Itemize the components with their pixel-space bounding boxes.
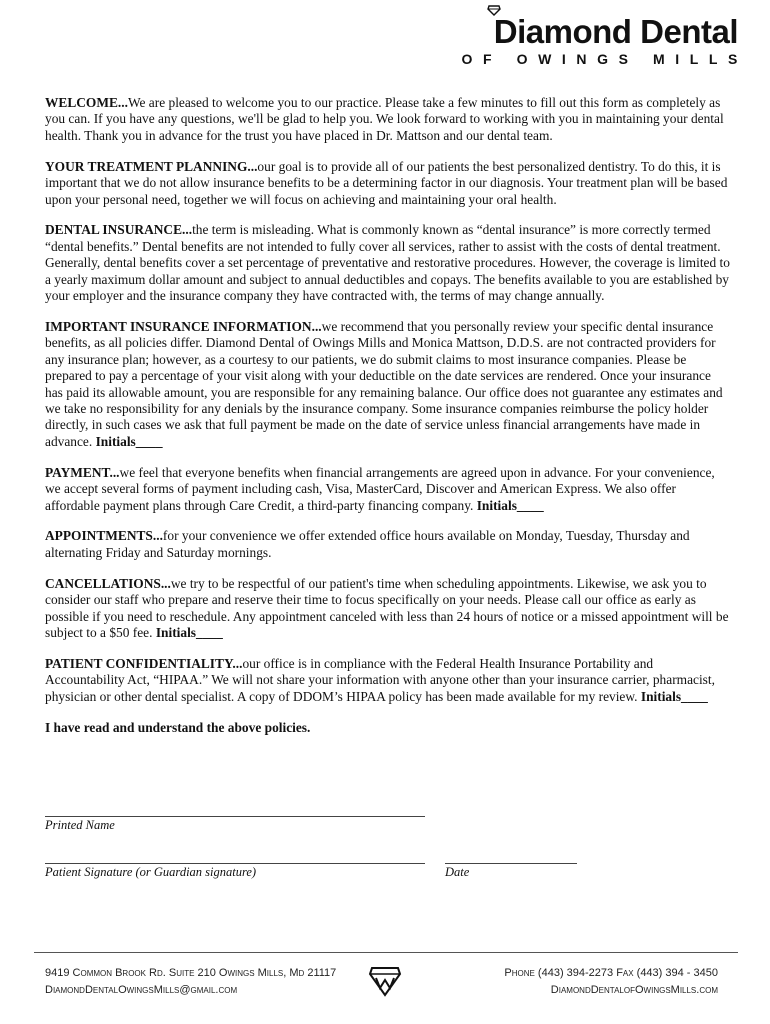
printed-name-line[interactable] <box>45 816 425 817</box>
date-label: Date <box>445 865 470 879</box>
logo-location: OF OWINGS MILLS <box>461 51 748 67</box>
paragraph-text: the term is misleading. What is commonly known as “dental insurance” is more correctly termed “dental benefits.” Dental benefits are not intended to fully cover all services, rather to assist with the costs of dental treatment. Generally, dental benefits cover a set percentage of preventative and restorative procedures. However, the coverage is limited to a yearly maximum dollar amount and subject to annual deductibles and copays. The benefits available to you are established by your employer and the insurance company they have contracted with, the terms of may change annually. <box>45 222 730 304</box>
paragraph-heading: IMPORTANT INSURANCE INFORMATION... <box>45 318 322 334</box>
policy-content <box>45 95 730 751</box>
paragraph-text: our office is in compliance with the Federal Health Insurance Portability and Accountability Act, “HIPAA.” We will not share your information with anyone other than your insurance carrier, pharmacist, physician or other dental specialist. A copy of DDOM’s HIPAA policy has been made available for my review. <box>45 655 715 704</box>
paragraph-heading: DENTAL INSURANCE... <box>45 222 193 238</box>
paragraph-text: We are pleased to welcome you to our practice. Please take a few minutes to fill out this form as completely as you can. If you have any questions, we'll be glad to help you. We look forward to working with you in maintaining your dental health. Thank you in advance for the trust you have placed in Dr. Mattson and our dental team. <box>45 95 724 143</box>
initials-field[interactable]: Initials____ <box>155 624 223 640</box>
signature-line[interactable] <box>45 863 425 864</box>
paragraph-heading: APPOINTMENTS... <box>45 528 163 544</box>
practice-logo <box>461 13 748 67</box>
policy-paragraph-dental-insurance <box>45 222 730 304</box>
paragraph-text: our goal is to provide all of our patients the best personalized dentistry. To do this, it is important that we do not allow insurance benefits to be a determining factor in our diagnosis. Your treatment plan will be based upon your personal need, together we will focus on achieving and maintaining your oral health. <box>45 158 728 207</box>
paragraph-heading: PAYMENT... <box>45 464 120 480</box>
paragraph-heading: PATIENT CONFIDENTIALITY... <box>45 655 243 671</box>
paragraph-text: we try to be respectful of our patient's time when scheduling appointments. Likewise, we ask you to consider our staff who prepare and reserve their time to focus specifically on your needs. Please call our office as early as possible if you need to reschedule. Any appointment canceled with less than 24 hours of notice or a missed appointment will be subject to a $50 fee. <box>45 575 729 640</box>
policy-paragraph-payment <box>45 465 730 514</box>
footer-address: 9419 Common Brook Rd. Suite 210 Owings Mills, Md 21117 <box>45 967 337 979</box>
footer-email: DiamondDentalOwingsMills@gmail.com <box>45 984 238 996</box>
policy-paragraph-treatment <box>45 159 730 208</box>
footer-divider <box>34 952 738 953</box>
logo-name: Diamond Dental <box>493 13 738 50</box>
paragraph-text: for your convenience we offer extended office hours available on Monday, Tuesday, Thursday and alternating Friday and Saturday mornings. <box>45 528 690 560</box>
tooth-diamond-icon <box>487 4 501 16</box>
initials-field[interactable]: Initials____ <box>640 688 708 704</box>
tooth-logo-icon <box>368 962 402 998</box>
footer-phone-fax: Phone (443) 394-2273 Fax (443) 394 - 3450 <box>504 967 718 979</box>
policy-paragraph-cancellations <box>45 576 730 642</box>
printed-name-label: Printed Name <box>45 818 115 832</box>
policy-paragraph-confidentiality <box>45 656 730 705</box>
paragraph-text: we recommend that you personally review your specific dental insurance benefits, as all policies differ. Diamond Dental of Owings Mills and Monica Mattson, D.D.S. are not contracted providers for any insurance plan; however, as a courtesy to our patients, we do submit claims to most insurance companies. Please be prepared to pay a percentage of your visit along with your deductible on the date services are rendered. Once your insurance has paid its allowable amount, you are responsible for any remaining balance. Our office does not guarantee any estimates and we take no responsibility for any denials by the insurance company. Some insurance companies reimburse the policy holder directly, in such cases we ask that full payment be made on the date of service unless financial arrangements have made in advance. <box>45 318 723 449</box>
date-line[interactable] <box>445 863 577 864</box>
paragraph-heading: CANCELLATIONS... <box>45 575 171 591</box>
paragraph-heading: YOUR TREATMENT PLANNING... <box>45 158 258 174</box>
policy-paragraph-welcome <box>45 95 730 144</box>
policy-paragraph-appointments <box>45 528 730 561</box>
paragraph-heading: WELCOME... <box>45 95 128 110</box>
initials-field[interactable]: Initials____ <box>95 433 163 449</box>
footer-website: DiamondDentalofOwingsMills.com <box>550 984 718 996</box>
signature-label: Patient Signature (or Guardian signature) <box>45 865 257 879</box>
policy-paragraph-insurance-info <box>45 319 730 450</box>
acknowledgment-statement: I have read and understand the above policies. <box>45 719 311 735</box>
initials-field[interactable]: Initials____ <box>476 497 544 513</box>
paragraph-text: we feel that everyone benefits when financial arrangements are agreed upon in advance. For your convenience, we accept several forms of payment including cash, Visa, MasterCard, Discover and American Express. We also offer affordable payment plans through Care Credit, a third-party financing company. <box>45 464 715 513</box>
